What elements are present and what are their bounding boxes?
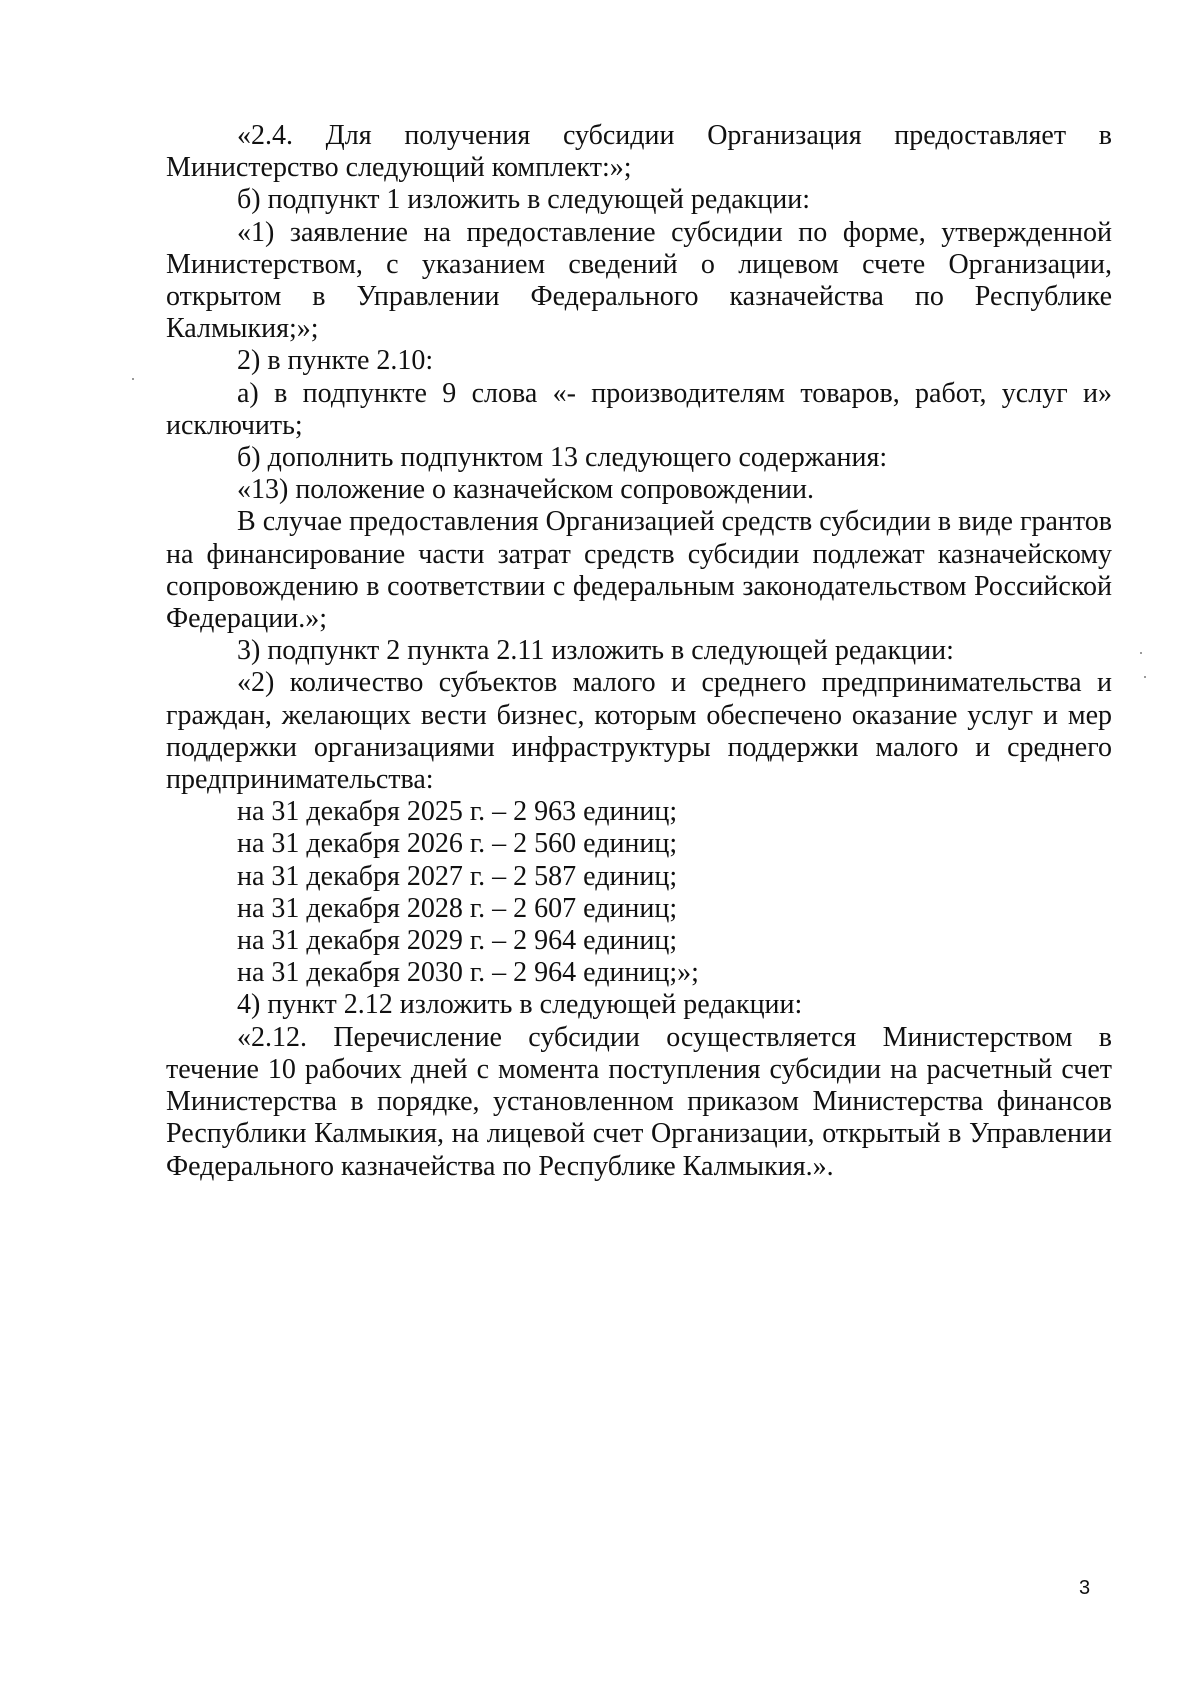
page-number: 3 — [1079, 1577, 1091, 1599]
paragraph-item-3: 3) подпункт 2 пункта 2.11 изложить в следующей редакции: — [237, 635, 954, 667]
scan-speck — [1144, 676, 1146, 678]
scan-speck — [132, 378, 134, 380]
indicator-line-2028: на 31 декабря 2028 г. – 2 607 единиц; — [237, 892, 678, 924]
paragraph-subitem-a: а) в подпункте 9 слова «- производителям товаров, работ, услуг и» исключить; — [166, 377, 1112, 441]
paragraph-item-2: 2) в пункте 2.10: — [237, 345, 434, 377]
scan-speck — [1140, 652, 1142, 654]
paragraph-subitem-13-text: «13) положение о казначейском сопровождении. — [237, 474, 814, 506]
paragraph-subitem-b-1: б) подпункт 1 изложить в следующей редакции: — [237, 184, 810, 216]
indicator-line-2027: на 31 декабря 2027 г. – 2 587 единиц; — [237, 860, 678, 892]
indicator-line-2025: на 31 декабря 2025 г. – 2 963 единиц; — [237, 796, 678, 828]
paragraph-subitem-1-text: «1) заявление на предоставление субсидии по форме, утвержденной Министерством, с указанием сведений о лицевом счете Организации, открытом в Управлении Федерального казначейства по Республике Калмыкия;»; — [166, 216, 1112, 345]
paragraph-indicator-text: «2) количество субъектов малого и среднего предпринимательства и граждан, желающих вести бизнес, которым обеспечено оказание услуг и мер поддержки организациями инфраструктуры поддержки малого и среднего предпринимательства: — [166, 667, 1112, 796]
paragraph-2-12-text: «2.12. Перечисление субсидии осуществляется Министерством в течение 10 рабочих дней с момента поступления субсидии на расчетный счет Министерства в порядке, установленном приказом Министерства финансов Республики Калмыкия, на лицевой счет Организации, открытый в Управлении Федерального казначейства по Республике Калмыкия.». — [166, 1021, 1112, 1182]
paragraph-subitem-b-13: б) дополнить подпунктом 13 следующего содержания: — [237, 442, 888, 474]
paragraph-2-4-intro: «2.4. Для получения субсидии Организация предоставляет в Министерство следующий комплект:»; — [166, 120, 1112, 184]
indicator-line-2026: на 31 декабря 2026 г. – 2 560 единиц; — [237, 828, 678, 860]
paragraph-treasury-support: В случае предоставления Организацией средств субсидии в виде грантов на финансирование части затрат средств субсидии подлежат казначейскому сопровождению в соответствии с федеральным законодательством Российской Федерации.»; — [166, 506, 1112, 635]
document-body — [166, 120, 1112, 1183]
indicator-line-2029: на 31 декабря 2029 г. – 2 964 единиц; — [237, 925, 678, 957]
indicator-line-2030: на 31 декабря 2030 г. – 2 964 единиц;»; — [237, 957, 699, 989]
paragraph-item-4: 4) пункт 2.12 изложить в следующей редакции: — [237, 989, 803, 1021]
